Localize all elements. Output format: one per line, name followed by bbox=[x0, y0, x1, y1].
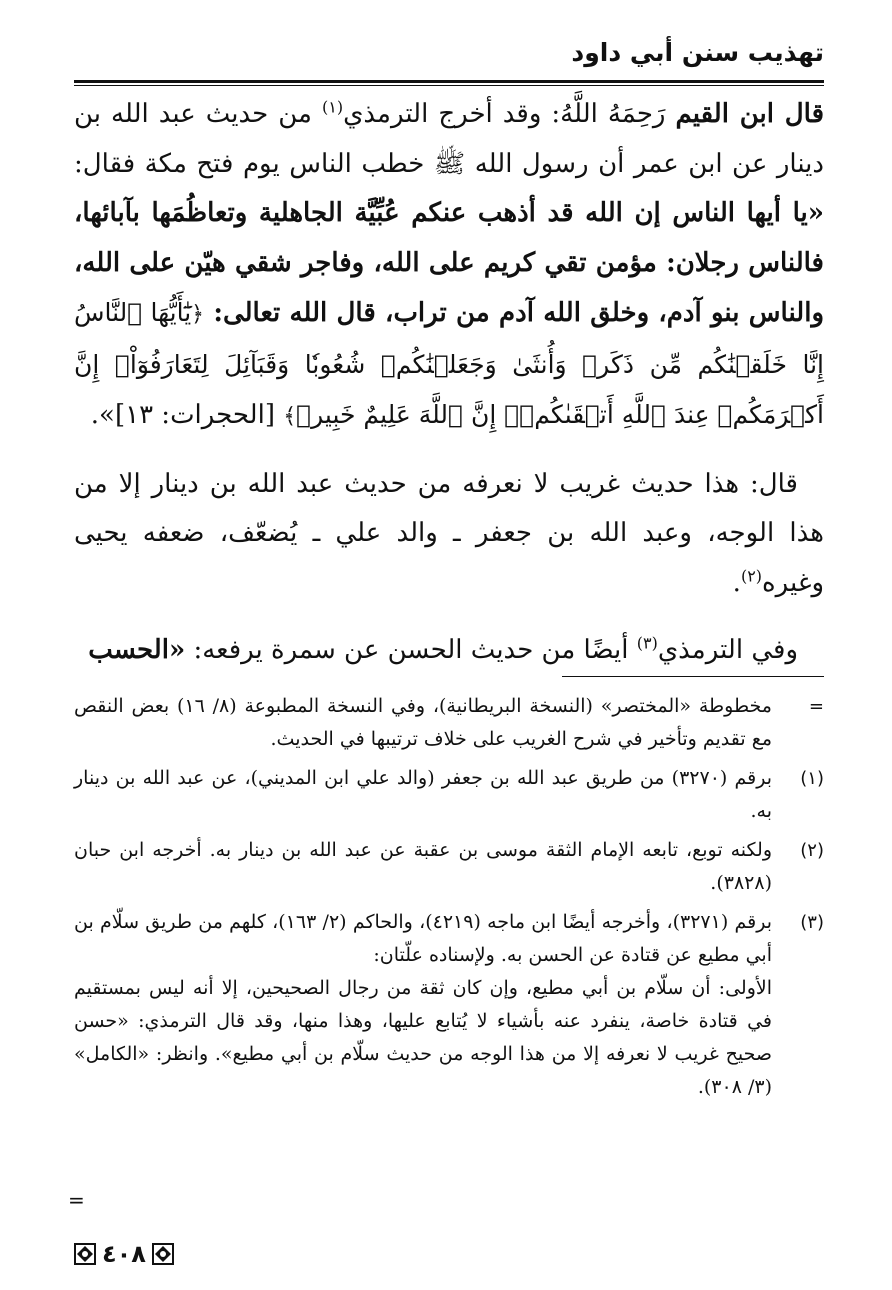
honorific: رَحِمَهُ اللَّهُ bbox=[560, 99, 666, 129]
narration-text: من حديث عبد الله بن دينار عن ابن عمر أن رسول الله bbox=[74, 99, 824, 179]
footnote-ref-3[interactable]: (٣) bbox=[636, 633, 658, 653]
header-rule-thin bbox=[74, 85, 824, 86]
paragraph-2-end: . bbox=[732, 567, 741, 598]
page-number-block bbox=[74, 1240, 174, 1268]
quran-verse: يَٰٓأَيُّهَا ٱلنَّاسُ إِنَّا خَلَقۡنَٰكُم مِّن ذَكَرٖ وَأُنثَىٰ وَجَعَلۡنَٰكُمۡ شُعُوبٗا وَقَبَآئِلَ لِتَعَارَفُوٓاْۚ إِنَّ أَكۡرَمَكُمۡ عِندَ ٱللَّهِ أَتۡقَىٰكُمۡۚ إِنَّ ٱللَّهَ عَلِيمٌ خَبِيرٞ bbox=[74, 298, 824, 429]
footnote-2 bbox=[74, 834, 824, 900]
footnote-separator bbox=[562, 676, 824, 677]
page-number: ٤٠٨ bbox=[102, 1240, 146, 1268]
book-title: تهذيب سنن أبي داود bbox=[571, 38, 824, 67]
footnote-marker: (٢) bbox=[800, 840, 824, 861]
footnote-3 bbox=[74, 906, 824, 1104]
ornament-icon bbox=[74, 1243, 96, 1265]
footnote-text-2: الأولى: أن سلّام بن أبي مطيع، وإن كان ثقة من رجال الصحيحين، إلا أنه ليس بمستقيم في قتادة خاصة، ينفرد عنه بأشياء لا يُتابع عليها، وهذا منها، وقد قال الترمذي: «حسن صحيح غريب لا نعرفه إلا من هذا الوجه من حديث سلّام بن أبي مطيع». وانظر: «الكامل» (٣/ ٣٠٨). bbox=[74, 977, 772, 1098]
footnote-1 bbox=[74, 762, 824, 828]
quran-bracket-open: ﴿ bbox=[191, 302, 205, 327]
salutation-glyph: ﷺ bbox=[433, 148, 466, 179]
footnotes bbox=[74, 690, 824, 1110]
footnote-text: مخطوطة «المختصر» (النسخة البريطانية)، وفي النسخة المطبوعة (٨/ ١٦) بعض النقص مع تقديم وتأخير في شرح الغريب على خلاف ترتيبها في الحديث. bbox=[74, 695, 772, 750]
footnote-marker: (٣) bbox=[800, 912, 824, 933]
paragraph-1 bbox=[74, 90, 824, 442]
hadith-quote: «يا أيها الناس إن الله قد أذهب عنكم عُبِّيَّة الجاهلية وتعاظُمَها بآبائها، فالناس رجلان: مؤمن تقي كريم على الله، وفاجر شقي هيّن على الله، والناس بنو آدم، وخلق الله آدم من تراب، قال الله تعالى: bbox=[74, 198, 825, 328]
intro-text: : وقد أخرج الترمذي bbox=[343, 99, 561, 129]
speaker-name: قال ابن القيم bbox=[675, 99, 825, 129]
paragraph-3-text-2: أيضًا من حديث الحسن عن سمرة يرفعه: bbox=[185, 635, 637, 665]
narration-text-2: خطب الناس يوم فتح مكة فقال: bbox=[74, 148, 434, 179]
footnote-continued bbox=[74, 690, 824, 756]
footnote-text: ولكنه توبع، تابعه الإمام الثقة موسى بن عقبة عن عبد الله بن دينار به. أخرجه ابن حبان (٣٨٢٨). bbox=[74, 839, 772, 894]
paragraph-3-text: وفي الترمذي bbox=[657, 635, 798, 665]
verse-citation: [الحجرات: ١٣]». bbox=[90, 400, 284, 430]
footnote-text: برقم (٣٢٧١)، وأخرجه أيضًا ابن ماجه (٤٢١٩)، والحاكم (٢/ ١٦٣)، كلهم من طريق سلّام بن أبي مطيع عن قتادة عن الحسن به. ولإسناده علّتان: bbox=[74, 911, 773, 966]
ornament-icon bbox=[152, 1243, 174, 1265]
page bbox=[68, 28, 825, 1268]
paragraph-2 bbox=[74, 460, 824, 609]
footnote-ref-1[interactable]: (١) bbox=[321, 97, 344, 117]
footnote-text: برقم (٣٢٧٠) من طريق عبد الله بن جعفر (والد علي ابن المديني)، عن عبد الله بن دينار به. bbox=[74, 767, 773, 822]
main-text bbox=[74, 90, 824, 676]
paragraph-2-text: قال: هذا حديث غريب لا نعرفه من حديث عبد الله بن دينار إلا من هذا الوجه، وعبد الله بن جعفر ـ والد علي ـ يُضعّف، ضعفه يحيى وغيره bbox=[74, 468, 824, 598]
footnote-marker: (١) bbox=[800, 768, 824, 789]
footnote-ref-2[interactable]: (٢) bbox=[740, 565, 763, 585]
footnote-marker: = bbox=[808, 696, 824, 717]
header-rule-thick bbox=[74, 80, 824, 83]
paragraph-3 bbox=[74, 626, 824, 676]
running-header bbox=[74, 38, 824, 78]
quran-bracket-close: ﴾ bbox=[283, 404, 297, 429]
continuation-mark: = bbox=[68, 1188, 85, 1212]
hadith-quote-2: «الحسب bbox=[88, 635, 186, 665]
